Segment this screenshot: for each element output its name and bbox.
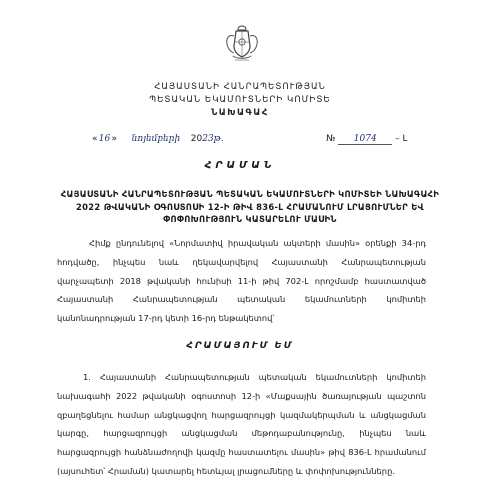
number-value: 1074 (338, 134, 392, 145)
document-title: ՀԱՅԱՍՏԱՆԻ ՀԱՆՐԱՊԵՏՈՒԹՅԱՆ ՊԵՏԱԿԱՆ ԵԿԱՄՈՒՏՆԵՐԻ ԿՈՄԻՏԵԻ ՆԱԽԱԳԱՀԻ 2022 ԹՎԱԿԱՆԻ ՕԳՈՍՏՈՍԻ 12-Ի ԹԻՎ 836-Լ ՀՐԱՄԱՆՈՒՄ ԼՐԱՑՈՒՄՆԵՐ ԵՎ ՓՈՓՈԽՈՒԹՅՈՒՆ ԿԱՏԱՐԵԼՈՒ ՄԱՍԻՆ (60, 189, 440, 224)
order-title: ՀՐԱՄԱՆ (204, 160, 276, 171)
number-suffix: – Լ (395, 134, 408, 144)
date-year-suffix: 23թ. (202, 134, 224, 144)
header-country: ՀԱՅԱՍՏԱՆԻ ՀԱՆՐԱՊԵՏՈՒԹՅԱՆ (154, 82, 326, 92)
header-chairman: ՆԱԽԱԳԱՀ (211, 108, 269, 118)
coat-of-arms-armenia-icon (222, 22, 262, 64)
preamble-paragraph: Հիմք ընդունելով «Նորմատիվ իրավական ակտերի մասին» օրենքի 34-րդ հոդվածը, ինչպես նաև ղեկավարվելով Հայաստանի Հանրապետության վարչապետի 2018 թվականի հունիսի 11-ի թիվ 702-Լ որոշմամբ հաստատված Հայաստանի Հանրապետության պետական եկամուտների կոմիտեի կանոնադրության 17-րդ կետի 16-րդ ենթակետով՝ (57, 238, 426, 324)
date-day: 16 (98, 134, 111, 144)
number-prefix: № (326, 134, 336, 144)
date-close-quote: » (111, 134, 118, 144)
header-committee: ՊԵՏԱԿԱՆ ԵԿԱՄՈՒՏՆԵՐԻ ԿՈՄԻՏԵ (149, 95, 331, 105)
date-year-prefix: 20 (190, 134, 203, 144)
clause-1-paragraph: 1. Հայաստանի Հանրապետության պետական եկամուտների կոմիտեի նախագահի 2022 թվականի օգոստոսի 12-ի «Մաքսային ծառայության պաշտոն զբաղեցնելու համար անցկացվող հարցազրույցի կազմակերպման և անցկացման կարգը, հարցազրույցի անցկացման մեթոդաբանությունը, ինչպես նաև հարցազրույցի հանձնաժողովի կազմը հաստատելու մասին» թիվ 836-Լ հրամանում (այսուհետ՝ Հրաման) կատարել հետևյալ լրացումները և փոփոխությունները. (57, 372, 426, 476)
order-number (326, 134, 407, 145)
order-date (92, 134, 224, 144)
date-open-quote: « (92, 134, 98, 144)
date-month: նոյեմբերի (131, 134, 181, 144)
decide-heading: ՀՐԱՄԱՅՈՒՄ ԵՄ (186, 341, 294, 351)
